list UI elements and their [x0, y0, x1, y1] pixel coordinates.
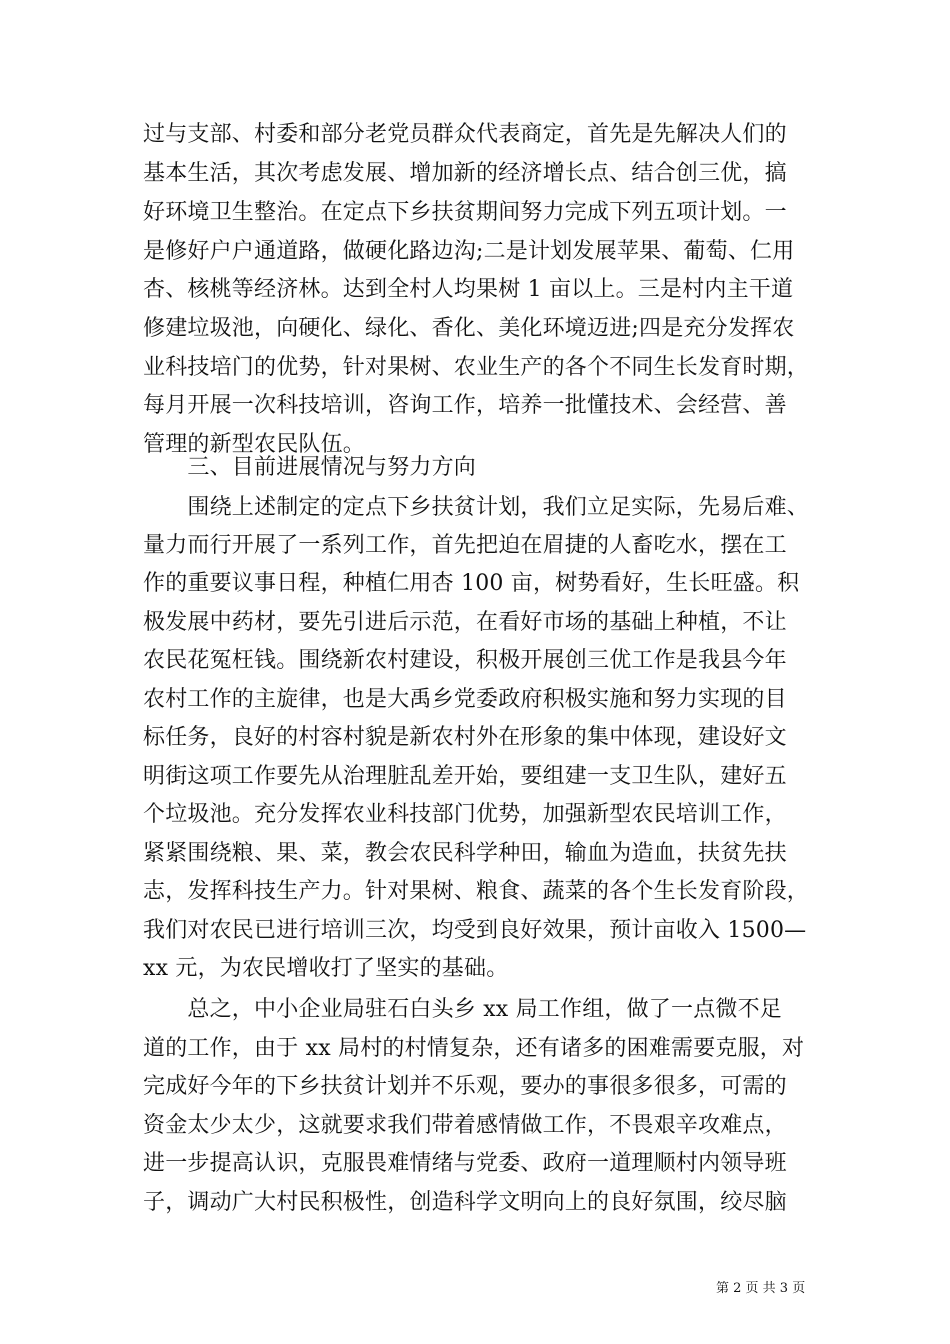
body-text-line: 子，调动广大村民积极性，创造科学文明向上的良好氛围，绞尽脑 [143, 1190, 787, 1215]
body-text-line: 标任务，良好的村容村貌是新农村外在形象的集中体现，建设好文 [143, 725, 787, 750]
page-indicator: 第 2 页 共 3 页 [716, 1281, 806, 1296]
body-text-line: 好环境卫生整治。在定点下乡扶贫期间努力完成下列五项计划。一 [143, 200, 787, 225]
section-heading: 三、目前进展情况与努力方向 [143, 455, 477, 480]
body-text-line: 杏、核桃等经济林。达到全村人均果树 1 亩以上。三是村内主干道 [143, 277, 794, 302]
body-text-line: 是修好户户通道路，做硬化路边沟;二是计划发展苹果、葡萄、仁用 [143, 239, 795, 264]
body-text-line: 作的重要议事日程，种植仁用杏 100 亩，树势看好，生长旺盛。积 [143, 571, 800, 596]
body-text-line: 每月开展一次科技培训，咨询工作，培养一批懂技术、会经营、善 [143, 393, 787, 418]
body-text-line: 业科技培门的优势，针对果树、农业生产的各个不同生长发育时期， [143, 355, 810, 380]
body-text-line: 明街这项工作要先从治理脏乱差开始，要组建一支卫生队，建好五 [143, 764, 787, 789]
body-text-line: 过与支部、村委和部分老党员群众代表商定，首先是先解决人们的 [143, 122, 787, 147]
body-text-line: 修建垃圾池，向硬化、绿化、香化、美化环境迈进;四是充分发挥农 [143, 316, 795, 341]
body-text-line: 农民花冤枉钱。围绕新农村建设，积极开展创三优工作是我县今年 [143, 648, 787, 673]
body-text-line: 道的工作，由于 xx 局村的村情复杂，还有诸多的困难需要克服，对 [143, 1036, 805, 1061]
body-text-line: 总之，中小企业局驻石白头乡 xx 局工作组，做了一点微不足 [143, 997, 783, 1022]
body-text-line: 完成好今年的下乡扶贫计划并不乐观，要办的事很多很多，可需的 [143, 1074, 787, 1099]
body-text-line: 农村工作的主旋律，也是大禹乡党委政府积极实施和努力实现的目 [143, 687, 787, 712]
body-text-line: xx 元，为农民增收打了坚实的基础。 [143, 956, 509, 981]
body-text-line: 个垃圾池。充分发挥农业科技部门优势，加强新型农民培训工作， [143, 802, 787, 827]
body-text-line: 基本生活，其次考虑发展、增加新的经济增长点、结合创三优，搞 [143, 161, 787, 186]
body-text-line: 量力而行开展了一系列工作，首先把迫在眉捷的人畜吃水，摆在工 [143, 533, 787, 558]
body-text-line: 我们对农民已进行培训三次，均受到良好效果，预计亩收入 1500— [143, 918, 807, 943]
body-text-line: 进一步提高认识，克服畏难情绪与党委、政府一道理顺村内领导班 [143, 1151, 787, 1176]
body-text-line: 极发展中药材，要先引进后示范，在看好市场的基础上种植，不让 [143, 610, 787, 635]
body-text-line: 紧紧围绕粮、果、菜，教会农民科学种田，输血为造血，扶贫先扶 [143, 841, 787, 866]
body-text-line: 管理的新型农民队伍。 [143, 432, 366, 457]
body-text-line: 资金太少太少，这就要求我们带着感情做工作，不畏艰辛攻难点， [143, 1113, 787, 1138]
body-text-line: 围绕上述制定的定点下乡扶贫计划，我们立足实际，先易后难、 [143, 495, 810, 520]
body-text-line: 志，发挥科技生产力。针对果树、粮食、蔬菜的各个生长发育阶段， [143, 879, 810, 904]
